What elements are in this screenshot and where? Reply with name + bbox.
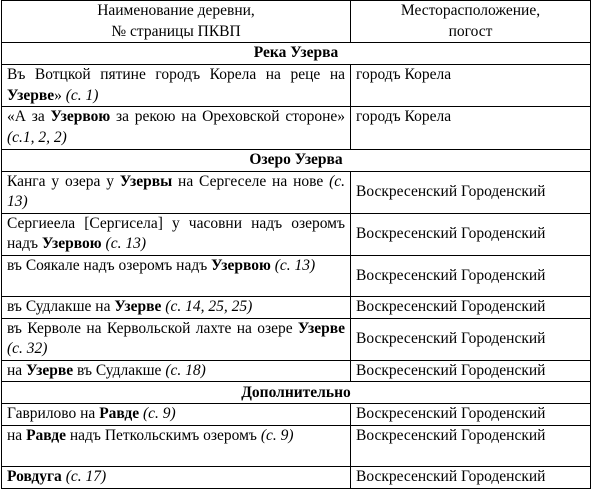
village-cell: Въ Вотцкой пятине городъ Корела на реце на Узерве» (с. 1) [2,65,351,107]
village-cell: Ровдуга (с. 17) [2,466,351,488]
villages-table [1,0,591,489]
table-row [2,296,591,318]
village-cell: Сергиеела [Сергисела] у часовни надъ озеромъ надъ Узервою (с. 13) [2,213,351,255]
village-cell: на Узерве въ Судлакше (с. 18) [2,360,351,382]
section-title: Река Узерва [2,43,591,65]
location-cell: городъ Корела [351,107,591,149]
table-row [2,255,591,296]
location-cell: Воскресенский Городенский [351,318,591,360]
location-cell: Воскресенский Городенский [351,171,591,213]
location-cell: Воскресенский Городенский [351,255,591,296]
section-row-additional [2,382,591,404]
section-row-lake [2,149,591,171]
location-cell: Воскресенский Городенский [351,466,591,488]
village-cell: «А за Узервою за рекою на Ореховской стороне» (с.1, 2, 2) [2,107,351,149]
village-cell: въ Соякале надъ озеромъ надъ Узервою (с. 13) [2,255,351,296]
table-row [2,404,591,426]
table-row [2,213,591,255]
location-cell: городъ Корела [351,65,591,107]
location-cell: Воскресенский Городенский [351,360,591,382]
village-cell: въ Судлакше на Узерве (с. 14, 25, 25) [2,296,351,318]
location-cell: Воскресенский Городенский [351,296,591,318]
village-cell: на Равде надъ Петкольскимъ озеромъ (с. 9) [2,425,351,466]
header-village-page: Наименование деревни, № страницы ПКВП [2,1,351,43]
header-location-pogost: Месторасположение, погост [351,1,591,43]
section-row-river [2,43,591,65]
location-cell: Воскресенский Городенский [351,425,591,466]
table-row [2,466,591,488]
location-cell: Воскресенский Городенский [351,213,591,255]
table-row [2,318,591,360]
section-title: Дополнительно [2,382,591,404]
table-row [2,65,591,107]
table-row [2,360,591,382]
village-cell: въ Керволе на Кервольской лахте на озере Узерве (с. 32) [2,318,351,360]
table-row [2,425,591,466]
section-title: Озеро Узерва [2,149,591,171]
location-cell: Воскресенский Городенский [351,404,591,426]
village-cell: Канга у озера у Узервы на Сергеселе на нове (с. 13) [2,171,351,213]
village-cell: Гаврилово на Равде (с. 9) [2,404,351,426]
table-header-row [2,1,591,43]
table-row [2,171,591,213]
table-row [2,107,591,149]
